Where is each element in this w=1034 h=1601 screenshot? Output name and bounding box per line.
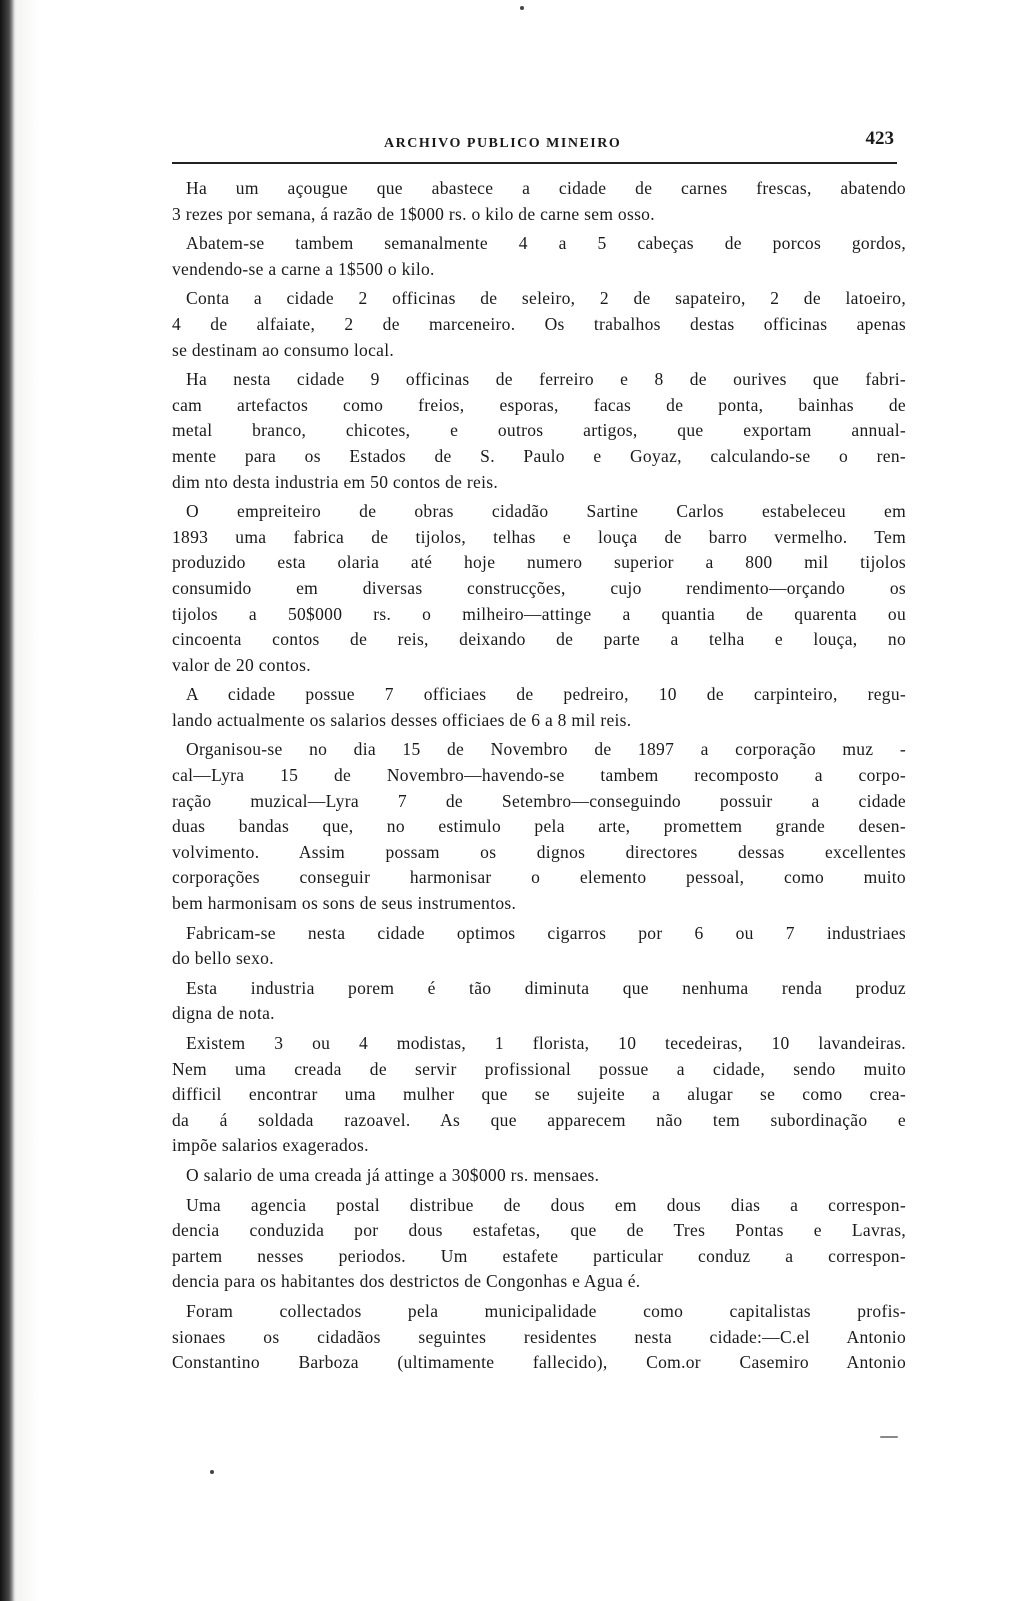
text-line: dim nto desta industria em 50 contos de reis. [172, 471, 499, 492]
header-rule [172, 162, 897, 164]
text-line: partem nesses periodos. Um estafete particular conduz a correspon- [172, 1245, 906, 1266]
text-line: bem harmonisam os sons de seus instrumentos. [172, 893, 517, 914]
running-title: ARCHIVO PUBLICO MINEIRO [384, 136, 622, 151]
text-line: consumido em diversas construcções, cujo rendimento—orçando os [172, 577, 906, 598]
paragraph [172, 1163, 906, 1189]
paragraph [172, 1031, 906, 1159]
text-line: cincoenta contos de reis, deixando de parte a telha e louça, no [172, 629, 906, 650]
paragraph [172, 1193, 906, 1295]
text-line: metal branco, chicotes, e outros artigos, que exportam annual- [172, 420, 906, 441]
text-line: volvimento. Assim possam os dignos directores dessas excellentes [172, 841, 906, 862]
text-line: dencia conduzida por dous estafetas, que de Tres Pontas e Lavras, [172, 1220, 906, 1241]
page-number: 423 [865, 128, 894, 149]
text-line: Ha nesta cidade 9 officinas de ferreiro e 8 de ourives que fabri- [186, 369, 906, 390]
text-line: O salario de uma creada já attinge a 30$000 rs. mensaes. [186, 1164, 600, 1185]
text-line: Nem uma creada de servir profissional possue a cidade, sendo muito [172, 1058, 906, 1079]
text-line: Conta a cidade 2 officinas de seleiro, 2 de sapateiro, 2 de latoeiro, [186, 288, 906, 309]
text-line: 3 rezes por semana, á razão de 1$000 rs. o kilo de carne sem osso. [172, 203, 655, 224]
text-line: Organisou-se no dia 15 de Novembro de 1897 a corporação muz - [186, 739, 906, 760]
text-line: dencia para os habitantes dos destrictos de Congonhas e Agua é. [172, 1271, 641, 1292]
paragraph [172, 1299, 906, 1376]
text-line: A cidade possue 7 officiaes de pedreiro, 10 de carpinteiro, regu- [186, 684, 906, 705]
text-line: Constantino Barboza (ultimamente fallecido), Com.or Casemiro Antonio [172, 1352, 906, 1373]
text-line: corporações conseguir harmonisar o elemento pessoal, como muito [172, 867, 906, 888]
paragraph [172, 682, 906, 733]
binding-shadow [0, 0, 14, 1601]
body-text [172, 176, 906, 1380]
text-line: 1893 uma fabrica de tijolos, telhas e louça de barro vermelho. Tem [172, 526, 906, 547]
text-line: digna de nota. [172, 1003, 275, 1024]
text-line: Ha um açougue que abastece a cidade de carnes frescas, abatendo [186, 178, 906, 198]
paragraph [172, 367, 906, 495]
text-line: Existem 3 ou 4 modistas, 1 florista, 10 tecedeiras, 10 lavandeiras. [186, 1033, 906, 1053]
text-line: duas bandas que, no estimulo pela arte, promettem grande desen- [172, 816, 906, 837]
ink-speck [210, 1470, 214, 1474]
text-line: tijolos a 50$000 rs. o milheiro—attinge a quantia de quarenta ou [172, 603, 906, 624]
text-line: O empreiteiro de obras cidadão Sartine Carlos estabeleceu em [186, 501, 906, 522]
text-line: mente para os Estados de S. Paulo e Goyaz, calculando-se o ren- [172, 445, 906, 466]
text-line: difficil encontrar uma mulher que se sujeite a alugar se como crea- [172, 1084, 906, 1105]
text-line: Abatem-se tambem semanalmente 4 a 5 cabeças de porcos gordos, [186, 233, 906, 254]
paragraph [172, 737, 906, 916]
paragraph [172, 921, 906, 972]
text-line: cal—Lyra 15 de Novembro—havendo-se tambem recomposto a corpo- [172, 765, 906, 786]
text-line: sionaes os cidadãos seguintes residentes nesta cidade:—C.el Antonio [172, 1326, 906, 1347]
text-line: 4 de alfaiate, 2 de marceneiro. Os trabalhos destas officinas apenas [172, 313, 906, 334]
text-line: ração muzical—Lyra 7 de Setembro—conseguindo possuir a cidade [172, 790, 906, 811]
text-line: cam artefactos como freios, esporas, facas de ponta, bainhas de [172, 394, 906, 415]
paragraph [172, 976, 906, 1027]
text-line: Foram collectados pela municipalidade como capitalistas profis- [186, 1300, 906, 1321]
text-line: lando actualmente os salarios desses officiaes de 6 a 8 mil reis. [172, 709, 632, 730]
ink-speck [880, 1436, 898, 1438]
text-line: impõe salarios exagerados. [172, 1135, 369, 1156]
paragraph [172, 176, 906, 227]
text-line: vendendo-se a carne a 1$500 o kilo. [172, 258, 435, 279]
text-line: se destinam ao consumo local. [172, 339, 395, 360]
paragraph [172, 231, 906, 282]
text-line: do bello sexo. [172, 948, 274, 969]
text-line: Esta industria porem é tão diminuta que nenhuma renda produz [186, 977, 906, 998]
text-line: valor de 20 contos. [172, 654, 311, 675]
text-line: Fabricam-se nesta cidade optimos cigarros por 6 ou 7 industriaes [186, 922, 906, 943]
page-header [172, 124, 904, 164]
ink-speck [520, 6, 524, 10]
text-line: produzido esta olaria até hoje numero superior a 800 mil tijolos [172, 552, 906, 573]
paragraph [172, 499, 906, 678]
text-line: da á soldada razoavel. As que apparecem não tem subordinação e [172, 1109, 906, 1130]
paragraph [172, 286, 906, 363]
text-line: Uma agencia postal distribue de dous em dous dias a correspon- [186, 1194, 906, 1215]
